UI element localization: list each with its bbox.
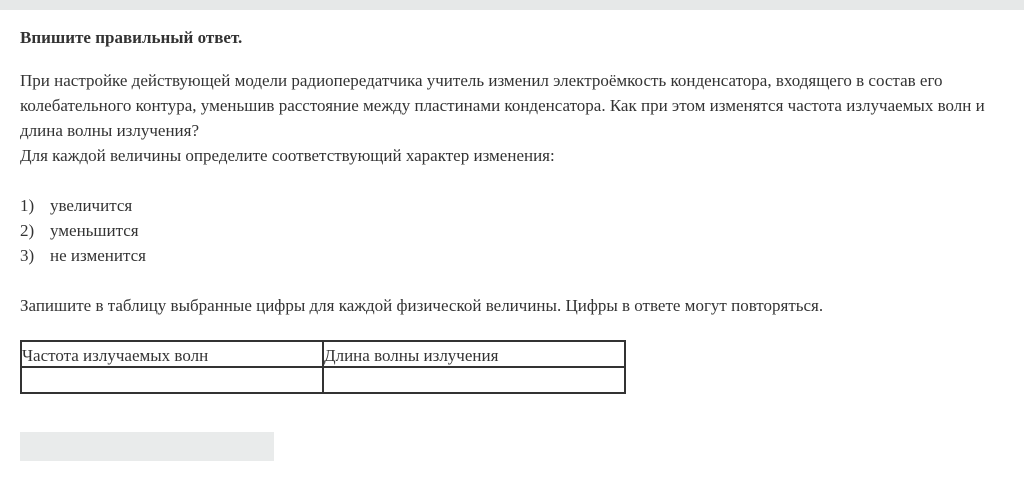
submit-button[interactable]	[20, 432, 274, 461]
option-text: увеличится	[50, 196, 133, 215]
task-content	[20, 27, 1010, 318]
answer-table-header-row	[21, 341, 625, 367]
task-instruction: Впишите правильный ответ.	[20, 28, 243, 47]
top-bar	[0, 0, 1024, 10]
option-item	[20, 218, 1010, 243]
wavelength-cell	[323, 367, 625, 393]
wavelength-answer-input[interactable]	[324, 368, 624, 392]
option-item	[20, 243, 1010, 268]
option-number: 1)	[20, 196, 35, 215]
answer-table-input-row	[21, 367, 625, 393]
option-text: не изменится	[50, 246, 146, 265]
header-frequency: Частота излучаемых волн	[21, 341, 323, 367]
question-text	[20, 68, 1010, 168]
option-item	[20, 193, 1010, 218]
options-list	[20, 193, 1010, 268]
option-text: уменьшится	[50, 221, 139, 240]
frequency-answer-input[interactable]	[22, 368, 322, 392]
question-paragraph: При настройке действующей модели радиопередатчика учитель изменил электроёмкость конденсатора, входящего в состав его колебательного контура, уменьшив расстояние между пластинами конденсатора. Как при этом изменятся частота излучаемых волн и длина волны излучения?	[20, 71, 985, 140]
option-number: 2)	[20, 221, 35, 240]
frequency-cell	[21, 367, 323, 393]
option-number: 3)	[20, 246, 35, 265]
answer-table	[20, 340, 626, 394]
table-note: Запишите в таблицу выбранные цифры для каждой физической величины. Цифры в ответе могут повторяться.	[20, 296, 824, 315]
header-wavelength: Длина волны излучения	[323, 341, 625, 367]
question-paragraph: Для каждой величины определите соответствующий характер изменения:	[20, 146, 555, 165]
